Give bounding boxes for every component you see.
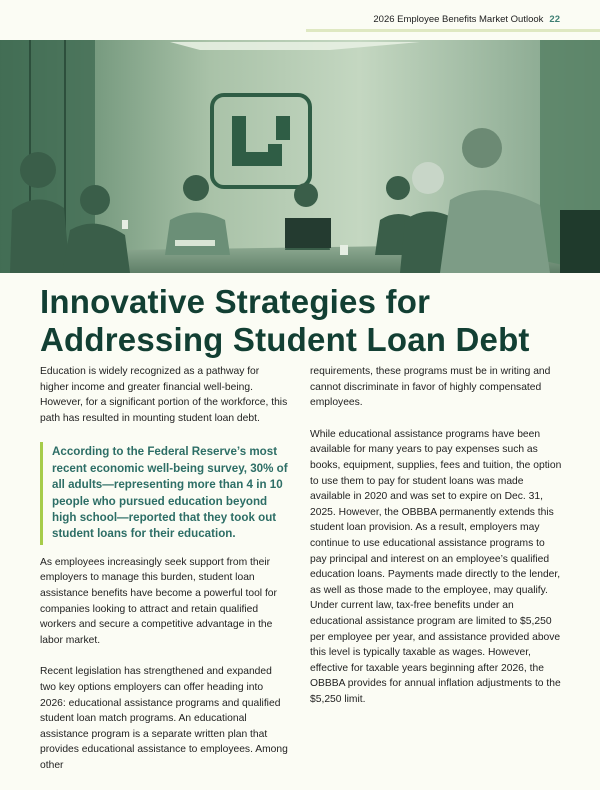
- pull-quote: According to the Federal Reserve’s most recent economic well-being survey, 30% of all adults—representing more than 4 in 10 people who pursued education beyond high school—reported that they took out student loans for their education.: [40, 442, 290, 544]
- right-paragraph-2: While educational assistance programs have been available for many years to pay expenses such as books, equipment, supplies, fees and tuition, the option to use them to pay for student loans was made available in 2020 and was set to expire on Dec. 31, 2025. However, the OBBBA permanently extends this student loan provision. As a result, employers may continue to use educational assistance programs to pay principal and interest on an employee’s qualified education loans. Payments made directly to the lender, as well as those made to the employee, may qualify. Under current law, tax-free benefits under an educational assistance program are limited to $5,250 per employee per year, and assistance provided above this level is typically taxable as wages. However, effective for taxable years beginning after 2026, the OBBBA provides for annual inflation adjustments to the $5,250 limit.: [310, 428, 562, 705]
- title-line-1: Innovative Strategies for: [40, 283, 431, 320]
- left-column: [40, 364, 290, 790]
- photo-illustration: [0, 40, 600, 273]
- running-header: [373, 14, 560, 25]
- running-title: 2026 Employee Benefits Market Outlook: [373, 14, 544, 25]
- left-paragraph-2: As employees increasingly seek support from their employers to manage this burden, student loan assistance benefits have become a powerful tool for companies looking to attract and retain qualified workers and secure a competitive advantage in the labor market.: [40, 556, 277, 646]
- header-rule: [306, 29, 600, 32]
- article-title: [40, 283, 570, 359]
- title-line-2: Addressing Student Loan Debt: [40, 321, 530, 358]
- meeting-room-photo: [0, 40, 600, 273]
- left-paragraph-1: Education is widely recognized as a pathway for higher income and greater financial well-being. However, for a significant portion of the workforce, this path has resulted in mounting student loan debt.: [40, 366, 288, 424]
- right-paragraph-1: requirements, these programs must be in writing and cannot discriminate in favor of highly compensated employees.: [310, 366, 551, 409]
- right-column: [310, 364, 562, 723]
- page-number: 22: [549, 14, 560, 25]
- left-paragraph-3: Recent legislation has strengthened and expanded two key options employers can offer heading into 2026: educational assistance programs and qualified student loan match programs. An educational assistance program is a separate written plan that provides educational assistance to employees. Among other: [40, 666, 288, 771]
